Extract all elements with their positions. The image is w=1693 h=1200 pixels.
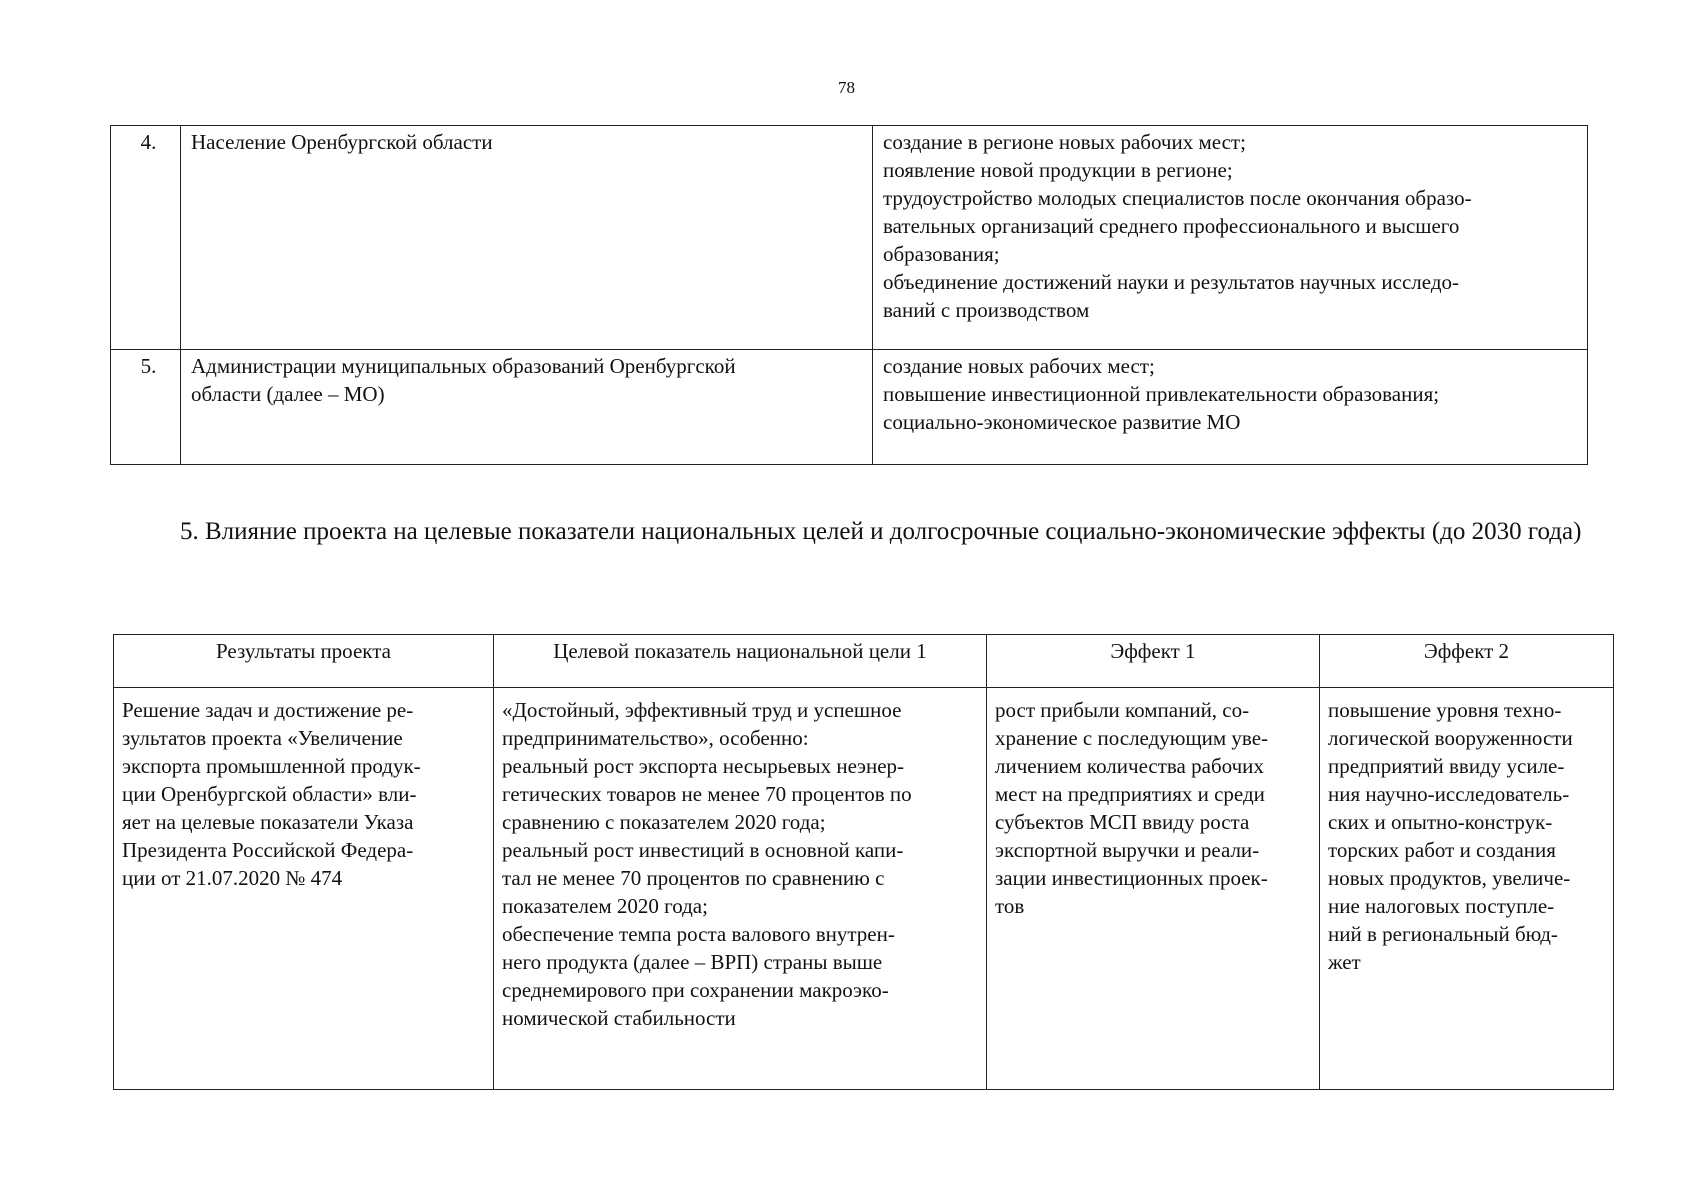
cell-line: зультатов проекта «Увеличение (122, 726, 403, 750)
cell-line: сравнению с показателем 2020 года; (502, 810, 826, 834)
stakeholder-name (181, 350, 873, 465)
cell-line: показателем 2020 года; (502, 894, 708, 918)
target-indicator-cell (494, 688, 987, 1090)
effect-line: ваний с производством (883, 298, 1090, 322)
project-results-cell (114, 688, 494, 1090)
table-row (111, 126, 1588, 350)
stakeholder-effects (873, 350, 1588, 465)
cell-line: торских работ и создания (1328, 838, 1556, 862)
stakeholders-table (110, 125, 1588, 465)
effect-line: объединение достижений науки и результатов научных исследо- (883, 270, 1460, 294)
cell-line: яет на целевые показатели Указа (122, 810, 414, 834)
cell-line: жет (1328, 950, 1361, 974)
cell-line: обеспечение темпа роста валового внутрен- (502, 922, 895, 946)
cell-line: «Достойный, эффективный труд и успешное (502, 698, 902, 722)
cell-line: Решение задач и достижение ре- (122, 698, 414, 722)
column-header: Эффект 1 (987, 635, 1320, 688)
cell-line: экспортной выручки и реали- (995, 838, 1260, 862)
stakeholder-name: Население Оренбургской области (181, 126, 873, 350)
name-line: области (далее – МО) (191, 382, 385, 406)
row-number: 5. (111, 350, 181, 465)
page-number: 78 (838, 78, 855, 97)
cell-line: ции от 21.07.2020 № 474 (122, 866, 343, 890)
impact-table (113, 634, 1614, 1090)
cell-line: новых продуктов, увеличе- (1328, 866, 1571, 890)
cell-line: реальный рост инвестиций в основной капи- (502, 838, 904, 862)
cell-line: него продукта (далее – ВРП) страны выше (502, 950, 883, 974)
cell-line: личением количества рабочих (995, 754, 1264, 778)
effect-line: появление новой продукции в регионе; (883, 158, 1233, 182)
cell-line: среднемирового при сохранении макроэко- (502, 978, 889, 1002)
row-number: 4. (111, 126, 181, 350)
cell-line: мест на предприятиях и среди (995, 782, 1265, 806)
cell-line: ния научно-исследователь- (1328, 782, 1570, 806)
cell-line: рост прибыли компаний, со- (995, 698, 1250, 722)
cell-line: тов (995, 894, 1025, 918)
cell-line: предприятий ввиду усиле- (1328, 754, 1565, 778)
cell-line: реальный рост экспорта несырьевых неэнер- (502, 754, 905, 778)
table-row (114, 688, 1614, 1090)
column-header: Результаты проекта (114, 635, 494, 688)
column-header: Эффект 2 (1320, 635, 1614, 688)
effect-line: трудоустройство молодых специалистов после окончания образо- (883, 186, 1472, 210)
effect-line: создание новых рабочих мест; (883, 354, 1155, 378)
cell-line: ции Оренбургской области» вли- (122, 782, 417, 806)
effect-2-cell (1320, 688, 1614, 1090)
section-heading: 5. Влияние проекта на целевые показатели национальных целей и долгосрочные социально-экономические эффекты (до 2030 года) (180, 518, 1582, 545)
cell-line: зации инвестиционных проек- (995, 866, 1268, 890)
effect-line: повышение инвестиционной привлекательности образования; (883, 382, 1440, 406)
effect-line: социально-экономическое развитие МО (883, 410, 1241, 434)
cell-line: ний в региональный бюд- (1328, 922, 1558, 946)
table-header-row (114, 635, 1614, 688)
cell-line: номической стабильности (502, 1006, 736, 1030)
effect-line: создание в регионе новых рабочих мест; (883, 130, 1246, 154)
cell-line: предпринимательство», особенно: (502, 726, 809, 750)
effect-line: вательных организаций среднего профессионального и высшего (883, 214, 1460, 238)
cell-line: хранение с последующим уве- (995, 726, 1269, 750)
cell-line: ских и опытно-конструк- (1328, 810, 1553, 834)
effect-1-cell (987, 688, 1320, 1090)
cell-line: гетических товаров не менее 70 процентов по (502, 782, 912, 806)
cell-line: Президента Российской Федера- (122, 838, 414, 862)
cell-line: тал не менее 70 процентов по сравнению с (502, 866, 885, 890)
name-line: Администрации муниципальных образований Оренбургской (191, 354, 736, 378)
table-row (111, 350, 1588, 465)
cell-line: логической вооруженности (1328, 726, 1573, 750)
stakeholder-effects (873, 126, 1588, 350)
effect-line: образования; (883, 242, 1000, 266)
column-header: Целевой показатель национальной цели 1 (494, 635, 987, 688)
cell-line: субъектов МСП ввиду роста (995, 810, 1250, 834)
cell-line: экспорта промышленной продук- (122, 754, 421, 778)
cell-line: повышение уровня техно- (1328, 698, 1562, 722)
cell-line: ние налоговых поступле- (1328, 894, 1555, 918)
